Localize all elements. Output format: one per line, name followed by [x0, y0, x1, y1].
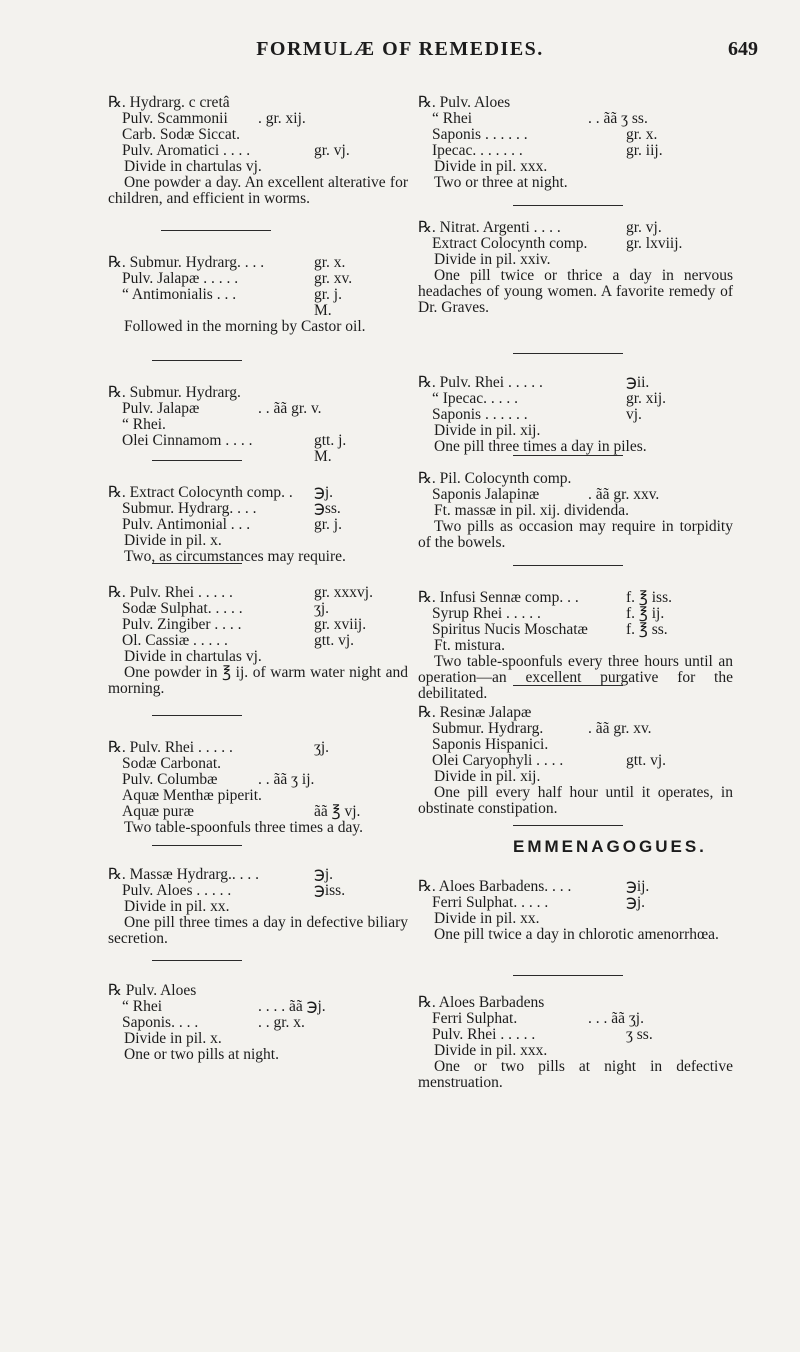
ingredient-name: ℞. Massæ Hydrarg.. . . .	[108, 866, 259, 883]
ingredient-line	[108, 788, 408, 804]
ingredient-name: Olei Cinnamom . . . .	[122, 432, 253, 449]
ingredient-dose: . . ãã ʒ ss.	[588, 110, 648, 127]
ingredient-line	[108, 385, 408, 401]
ingredient-name: Sodæ Sulphat. . . . .	[122, 600, 243, 617]
ingredient-line	[108, 601, 408, 617]
ingredient-line	[108, 95, 408, 111]
prescription	[418, 705, 733, 817]
ingredient-name: ℞. Pulv. Rhei . . . . .	[108, 584, 233, 601]
ingredient-name: Saponis Jalapinæ	[432, 486, 540, 503]
ingredient-name: Divide in pil. x.	[124, 532, 222, 549]
ingredient-line	[418, 252, 733, 268]
section-heading: EMMENAGOGUES.	[513, 837, 707, 856]
ingredient-line	[418, 705, 733, 721]
ingredient-name: Pulv. Zingiber . . . .	[122, 616, 242, 633]
usage-note: Two or three at night.	[434, 174, 568, 191]
prescription	[418, 95, 733, 191]
separator-rule	[161, 230, 271, 231]
separator-rule	[152, 563, 242, 564]
ingredient-name: Divide in pil. xij.	[434, 422, 541, 439]
ingredient-name: “ Antimonialis . . .	[122, 286, 237, 303]
ingredient-dose: . . . ãã ʒj.	[588, 1010, 644, 1027]
ingredient-dose: ʒj.	[314, 739, 330, 756]
ingredient-line	[418, 769, 733, 785]
ingredient-line	[108, 867, 408, 883]
page-number: 649	[728, 38, 758, 60]
ingredient-name: Divide in chartulas vj.	[124, 158, 262, 175]
ingredient-line	[108, 633, 408, 649]
prescription	[108, 585, 408, 697]
ingredient-dose: gr. vj.	[314, 142, 350, 159]
ingredient-dose: . . . . ãã ℈j.	[258, 998, 326, 1015]
separator-rule	[152, 460, 242, 461]
ingredient-line	[418, 606, 733, 622]
ingredient-name: Spiritus Nucis Moschatæ	[432, 621, 588, 638]
ingredient-name: Ft. massæ in pil. xij. dividenda.	[434, 502, 630, 519]
ingredient-dose: gr. vj.	[626, 219, 662, 236]
ingredient-name: Ferri Sulphat. . . . .	[432, 894, 549, 911]
ingredient-dose: gr. xxxvj.	[314, 584, 373, 601]
ingredient-dose: ℈j.	[314, 866, 334, 883]
ingredient-name: ℞. Infusi Sennæ comp. . .	[418, 589, 579, 606]
ingredient-name: ℞. Submur. Hydrarg.	[108, 384, 241, 401]
ingredient-dose: gtt. vj.	[626, 752, 667, 769]
prescription	[418, 879, 733, 943]
ingredient-line	[108, 804, 408, 820]
ingredient-name: ℞. Aloes Barbadens	[418, 994, 545, 1011]
ingredient-line	[418, 220, 733, 236]
ingredient-line	[418, 1043, 733, 1059]
ingredient-name: “ Rhei	[432, 110, 473, 127]
ingredient-dose: gr. xv.	[314, 270, 353, 287]
separator-rule	[513, 455, 623, 456]
ingredient-line	[108, 111, 408, 127]
usage-note: One or two pills at night.	[124, 1046, 279, 1063]
page-header	[0, 38, 800, 68]
ingredient-line	[108, 617, 408, 633]
ingredient-dose: M.	[314, 302, 332, 319]
prescription	[108, 485, 408, 565]
usage-note: Followed in the morning by Castor oil.	[124, 318, 366, 335]
ingredient-line	[108, 772, 408, 788]
ingredient-name: “ Rhei	[122, 998, 163, 1015]
prescription	[108, 740, 408, 836]
ingredient-name: ℞. Hydrarg. c cretâ	[108, 94, 230, 111]
prescription	[418, 471, 733, 551]
separator-rule	[152, 960, 242, 961]
ingredient-dose: ℈j.	[626, 894, 646, 911]
ingredient-dose: ℈iss.	[314, 882, 346, 899]
usage-note: One pill three times a day in piles.	[434, 438, 647, 455]
ingredient-line	[108, 287, 408, 303]
ingredient-line	[418, 236, 733, 252]
prescription	[108, 95, 408, 207]
prescription	[108, 867, 408, 947]
ingredient-dose: f. ℥ iss.	[626, 589, 672, 606]
prescription	[108, 983, 408, 1063]
ingredient-name: Divide in pil. xxx.	[434, 158, 548, 175]
ingredient-name: Ft. mistura.	[434, 637, 506, 654]
ingredient-line	[108, 401, 408, 417]
ingredient-line	[108, 740, 408, 756]
ingredient-name: Submur. Hydrarg. . . .	[122, 500, 257, 517]
ingredient-name: “ Ipecac. . . . .	[432, 390, 519, 407]
ingredient-name: ℞. Pil. Colocynth comp.	[418, 470, 572, 487]
separator-rule	[152, 715, 242, 716]
ingredient-line	[108, 1015, 408, 1031]
ingredient-name: Pulv. Columbæ	[122, 771, 218, 788]
usage-note: Two, as circumstances may require.	[124, 548, 346, 565]
ingredient-line	[108, 883, 408, 899]
ingredient-line	[418, 503, 733, 519]
usage-note: Two table-spoonfuls three times a day.	[124, 819, 363, 836]
ingredient-name: Saponis . . . . . .	[432, 126, 528, 143]
usage-note: One pill three times a day in defective biliary secretion.	[108, 914, 408, 947]
ingredient-dose: ʒ ss.	[626, 1026, 653, 1043]
ingredient-name: Syrup Rhei . . . . .	[432, 605, 541, 622]
ingredient-name: Pulv. Jalapæ . . . . .	[122, 270, 239, 287]
ingredient-name: Submur. Hydrarg.	[432, 720, 544, 737]
ingredient-line	[108, 159, 408, 175]
ingredient-line	[418, 127, 733, 143]
ingredient-name: Sodæ Carbonat.	[122, 755, 222, 772]
ingredient-dose: gr. j.	[314, 516, 342, 533]
ingredient-name: ℞. Resinæ Jalapæ	[418, 704, 532, 721]
ingredient-line	[418, 407, 733, 423]
ingredient-name: Divide in pil. xij.	[434, 768, 541, 785]
ingredient-name: Pulv. Aloes . . . . .	[122, 882, 232, 899]
ingredient-dose: gr. lxviij.	[626, 235, 683, 252]
ingredient-line	[418, 590, 733, 606]
separator-rule	[152, 360, 242, 361]
usage-note: One or two pills at night in defective menstruation.	[418, 1058, 733, 1091]
ingredient-line	[418, 995, 733, 1011]
ingredient-line	[418, 753, 733, 769]
ingredient-dose: . . ãã ʒ ij.	[258, 771, 315, 788]
ingredient-dose: ℈ii.	[626, 374, 650, 391]
ingredient-name: ℞. Submur. Hydrarg. . . .	[108, 254, 265, 271]
ingredient-line	[108, 983, 408, 999]
ingredient-dose: f. ℥ ij.	[626, 605, 665, 622]
ingredient-name: ℞. Aloes Barbadens. . . .	[418, 878, 572, 895]
ingredient-dose: gr. iij.	[626, 142, 663, 159]
ingredient-dose: . . ãã gr. v.	[258, 400, 322, 417]
ingredient-name: ℞. Pulv. Aloes	[418, 94, 511, 111]
ingredient-line	[108, 433, 408, 449]
ingredient-line	[108, 417, 408, 433]
ingredient-name: Ol. Cassiæ . . . . .	[122, 632, 228, 649]
ingredient-dose: . gr. xij.	[258, 110, 306, 127]
ingredient-dose: vj.	[626, 406, 642, 423]
prescription	[418, 995, 733, 1091]
ingredient-line	[418, 423, 733, 439]
ingredient-line	[418, 737, 733, 753]
ingredient-dose: gr. j.	[314, 286, 342, 303]
separator-rule	[513, 975, 623, 976]
ingredient-name: Divide in pil. x.	[124, 1030, 222, 1047]
usage-note: Two pills as occasion may require in torpidity of the bowels.	[418, 518, 733, 551]
ingredient-dose: ℈ij.	[626, 878, 650, 895]
usage-note: One pill twice or thrice a day in nervous headaches of young women. A favorite remedy of Dr. Graves.	[418, 267, 733, 316]
separator-rule	[513, 565, 623, 566]
ingredient-name: Aquæ puræ	[122, 803, 194, 820]
ingredient-line	[418, 487, 733, 503]
ingredient-dose: gtt. j.	[314, 432, 347, 449]
ingredient-line	[108, 303, 408, 319]
ingredient-name: ℞. Pulv. Rhei . . . . .	[418, 374, 543, 391]
ingredient-line	[108, 517, 408, 533]
ingredient-name: Saponis. . . .	[122, 1014, 199, 1031]
ingredient-name: Carb. Sodæ Siccat.	[122, 126, 240, 143]
ingredient-line	[418, 1027, 733, 1043]
ingredient-line	[418, 95, 733, 111]
ingredient-line	[108, 127, 408, 143]
ingredient-line	[108, 1031, 408, 1047]
running-title: FORMULÆ OF REMEDIES.	[256, 38, 544, 60]
ingredient-name: Ferri Sulphat.	[432, 1010, 518, 1027]
ingredient-line	[108, 449, 408, 465]
ingredient-name: “ Rhei.	[122, 416, 166, 433]
ingredient-name: ℞. Nitrat. Argenti . . . .	[418, 219, 561, 236]
ingredient-line	[418, 111, 733, 127]
ingredient-dose: ãã ℥ vj.	[314, 803, 361, 820]
ingredient-name: Divide in pil. xx.	[124, 898, 230, 915]
ingredient-dose: . ãã gr. xxv.	[588, 486, 660, 503]
ingredient-line	[108, 649, 408, 665]
ingredient-name: Pulv. Rhei . . . . .	[432, 1026, 536, 1043]
ingredient-name: Divide in pil. xxx.	[434, 1042, 548, 1059]
ingredient-dose: M.	[314, 448, 332, 465]
ingredient-line	[108, 899, 408, 915]
ingredient-line	[418, 1011, 733, 1027]
ingredient-line	[418, 879, 733, 895]
ingredient-name: Divide in chartulas vj.	[124, 648, 262, 665]
ingredient-dose: f. ℥ ss.	[626, 621, 668, 638]
separator-rule	[513, 205, 623, 206]
ingredient-line	[418, 721, 733, 737]
ingredient-dose: . . gr. x.	[258, 1014, 305, 1031]
ingredient-name: Saponis Hispanici.	[432, 736, 549, 753]
separator-rule	[513, 685, 623, 686]
ingredient-line	[418, 391, 733, 407]
ingredient-name: Divide in pil. xxiv.	[434, 251, 551, 268]
ingredient-line	[108, 143, 408, 159]
ingredient-line	[418, 375, 733, 391]
separator-rule	[152, 845, 242, 846]
ingredient-line	[108, 501, 408, 517]
ingredient-line	[108, 999, 408, 1015]
ingredient-name: ℞. Pulv. Rhei . . . . .	[108, 739, 233, 756]
ingredient-dose: gr. xviij.	[314, 616, 367, 633]
ingredient-line	[108, 533, 408, 549]
ingredient-line	[418, 143, 733, 159]
ingredient-name: ℞ Pulv. Aloes	[108, 982, 197, 999]
ingredient-name: Olei Caryophyli . . . .	[432, 752, 564, 769]
separator-rule	[513, 353, 623, 354]
usage-note: Two table-spoonfuls every three hours until an operation—an excellent purgative for the debilitated.	[418, 653, 733, 702]
ingredient-name: Saponis . . . . . .	[432, 406, 528, 423]
ingredient-dose: ʒj.	[314, 600, 330, 617]
ingredient-dose: ℈j.	[314, 484, 334, 501]
ingredient-line	[418, 159, 733, 175]
ingredient-name: Ipecac. . . . . . .	[432, 142, 523, 159]
ingredient-line	[418, 895, 733, 911]
usage-note: One pill twice a day in chlorotic amenorrhœa.	[434, 926, 719, 943]
ingredient-dose: . ãã gr. xv.	[588, 720, 652, 737]
ingredient-line	[108, 271, 408, 287]
ingredient-dose: gr. xij.	[626, 390, 667, 407]
ingredient-dose: gr. x.	[314, 254, 346, 271]
ingredient-line	[418, 638, 733, 654]
ingredient-line	[108, 756, 408, 772]
ingredient-line	[108, 585, 408, 601]
ingredient-dose: gr. x.	[626, 126, 658, 143]
prescription	[418, 375, 733, 455]
ingredient-line	[418, 471, 733, 487]
ingredient-name: Aquæ Menthæ piperit.	[122, 787, 262, 804]
ingredient-name: Extract Colocynth comp.	[432, 235, 588, 252]
prescription	[108, 255, 408, 335]
ingredient-line	[108, 255, 408, 271]
ingredient-name: Divide in pil. xx.	[434, 910, 540, 927]
ingredient-line	[418, 911, 733, 927]
prescription	[418, 220, 733, 316]
separator-rule	[513, 825, 623, 826]
prescription	[108, 385, 408, 465]
ingredient-name: ℞. Extract Colocynth comp. .	[108, 484, 293, 501]
usage-note: One pill every half hour until it operates, in obstinate constipation.	[418, 784, 733, 817]
ingredient-name: Pulv. Antimonial . . .	[122, 516, 251, 533]
ingredient-line	[418, 622, 733, 638]
ingredient-name: Pulv. Scammonii	[122, 110, 228, 127]
ingredient-name: Pulv. Jalapæ	[122, 400, 200, 417]
ingredient-name: Pulv. Aromatici . . . .	[122, 142, 251, 159]
ingredient-line	[108, 485, 408, 501]
usage-note: One powder in ℥ ij. of warm water night and morning.	[108, 664, 408, 697]
usage-note: One powder a day. An excellent alterative for children, and efficient in worms.	[108, 174, 408, 207]
ingredient-dose: ℈ss.	[314, 500, 341, 517]
ingredient-dose: gtt. vj.	[314, 632, 355, 649]
